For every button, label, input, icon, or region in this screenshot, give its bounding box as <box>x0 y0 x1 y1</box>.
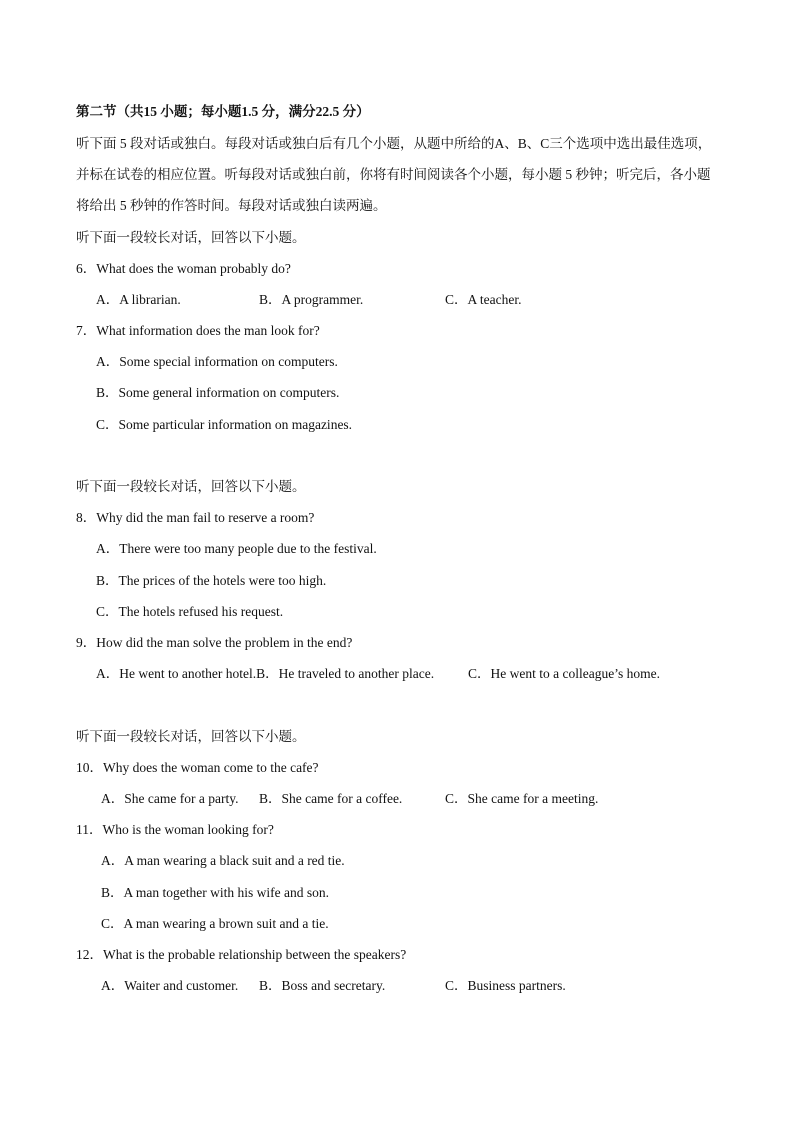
option-c: C．She came for a meeting. <box>445 791 599 806</box>
question-stem: 6．What does the woman probably do? <box>76 261 291 276</box>
question-stem: 10．Why does the woman come to the cafe? <box>76 760 319 775</box>
group-intro: 听下面一段较长对话，回答以下小题。 <box>76 729 306 744</box>
option-a: A．Waiter and customer. <box>101 978 239 993</box>
option-b: B．The prices of the hotels were too high. <box>96 573 327 588</box>
option-a: A．She came for a party. <box>101 791 239 806</box>
option-c: C．He went to a colleague’s home. <box>468 666 660 681</box>
option-a: A．There were too many people due to the festival. <box>96 541 377 556</box>
group-intro: 听下面一段较长对话，回答以下小题。 <box>76 230 306 245</box>
option-a-b: A．He went to another hotel.B．He traveled to another place. <box>96 666 435 681</box>
option-a: A．Some special information on computers. <box>96 354 338 369</box>
question-stem: 9．How did the man solve the problem in the end? <box>76 635 353 650</box>
group-intro: 听下面一段较长对话，回答以下小题。 <box>76 479 306 494</box>
option-b: B．Boss and secretary. <box>259 978 386 993</box>
option-b: B．She came for a coffee. <box>259 791 403 806</box>
option-c: C．Some particular information on magazines. <box>96 417 353 432</box>
option-c: C．The hotels refused his request. <box>96 604 284 619</box>
option-a: A．A man wearing a black suit and a red tie. <box>101 853 345 868</box>
question-stem: 11．Who is the woman looking for? <box>76 822 274 837</box>
option-b: B．Some general information on computers. <box>96 385 340 400</box>
option-b: B．A programmer. <box>259 292 364 307</box>
option-c: C．A man wearing a brown suit and a tie. <box>101 916 329 931</box>
section-title: 第二节（共15 小题；每小题1.5 分，满分22.5 分） <box>76 104 370 119</box>
question-stem: 7．What information does the man look for? <box>76 323 320 338</box>
question-stem: 8．Why did the man fail to reserve a room? <box>76 510 315 525</box>
option-b: B．A man together with his wife and son. <box>101 885 329 900</box>
section-instructions: 听下面 5 段对话或独白。每段对话或独白后有几个小题，从题中所给的A、B、C三个选项中选出最佳选项，并标在试卷的相应位置。听每段对话或独白前，你将有时间阅读各个小题，每小题 5 秒钟；听完后，各小题将给出 5 秒钟的作答时间。每段对话或独白读两遍。 <box>76 136 712 213</box>
option-c: C．Business partners. <box>445 978 566 993</box>
question-stem: 12．What is the probable relationship between the speakers? <box>76 947 407 962</box>
option-a: A．A librarian. <box>96 292 181 307</box>
option-c: C．A teacher. <box>445 292 522 307</box>
